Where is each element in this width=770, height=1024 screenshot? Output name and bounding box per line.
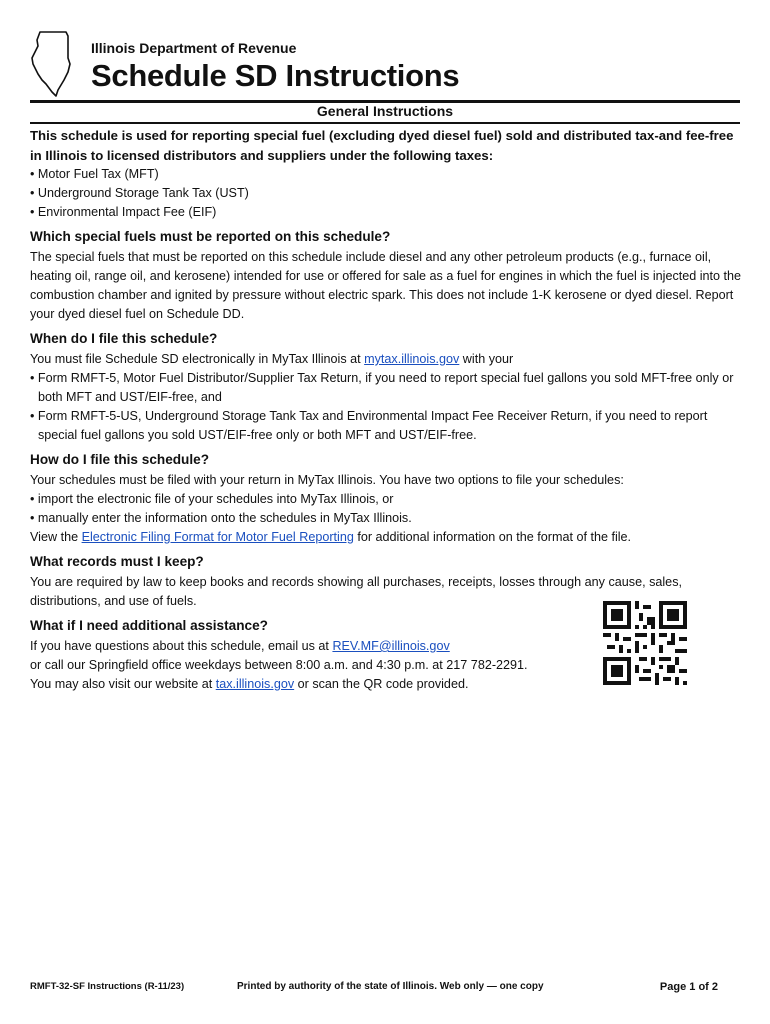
intro-text: This schedule is used for reporting special fuel (excluding dyed diesel fuel) sold and distributed tax-and fee-free in Illinois to licensed distributors and suppliers under the following taxes: (30, 128, 734, 163)
how-file-lead: Your schedules must be filed with your return in MyTax Illinois. You have two options to file your schedules: (30, 473, 624, 487)
how-file-heading: How do I file this schedule? (30, 452, 210, 467)
how-file-view (30, 528, 742, 547)
list-item: • manually enter the information onto the schedules in MyTax Illinois. (30, 511, 412, 525)
when-file-heading: When do I file this schedule? (30, 331, 218, 346)
assistance-text: You may also visit our website at (30, 677, 216, 691)
list-item: • Environmental Impact Fee (EIF) (30, 205, 217, 219)
assistance-line-2: or call our Springfield office weekdays between 8:00 a.m. and 4:30 p.m. at 217 782-2291. (30, 658, 528, 672)
filing-format-link[interactable]: Electronic Filing Format for Motor Fuel Reporting (81, 530, 354, 544)
page-number: Page 1 of 2 (659, 981, 718, 993)
list-item: • Underground Storage Tank Tax (UST) (30, 186, 249, 200)
email-link[interactable]: REV.MF@illinois.gov (332, 639, 450, 653)
list-item: • Form RMFT-5, Motor Fuel Distributor/Supplier Tax Return, if you need to report special fuel gallons you sold MFT-free only or both MFT and UST/EIF-free, and (30, 371, 734, 404)
when-file-lead-text: You must file Schedule SD electronically in MyTax Illinois at (30, 352, 365, 366)
view-text-tail: for additional information on the format of the file. (353, 530, 632, 544)
when-file-lead (30, 350, 742, 369)
section-rule (30, 122, 740, 124)
assistance-text-tail: or scan the QR code provided. (294, 677, 469, 691)
page-title: Schedule SD Instructions (91, 58, 460, 93)
illinois-outline-icon (28, 30, 76, 98)
department-name: Illinois Department of Revenue (91, 40, 297, 56)
list-item: • import the electronic file of your schedules into MyTax Illinois, or (30, 492, 394, 506)
records-heading: What records must I keep? (30, 554, 204, 569)
view-text: View the (30, 530, 82, 544)
assistance-heading: What if I need additional assistance? (30, 618, 268, 633)
form-id: RMFT-32-SF Instructions (R-11/23) (30, 981, 185, 992)
which-fuels-heading: Which special fuels must be reported on this schedule? (30, 229, 391, 244)
qr-code-icon[interactable] (603, 601, 687, 685)
records-body: You are required by law to keep books and records showing all purchases, receipts, losses through any cause, sales, distributions, and use of fuels. (30, 575, 682, 608)
mytax-link[interactable]: mytax.illinois.gov (364, 352, 460, 366)
list-item: • Form RMFT-5-US, Underground Storage Tank Tax and Environmental Impact Fee Receiver Return, if you need to report special fuel gallons you sold UST/EIF-free only or both MFT and UST/EIF-free. (30, 409, 708, 442)
assistance-text: If you have questions about this schedule, email us at (30, 639, 333, 653)
which-fuels-body: The special fuels that must be reported on this schedule include diesel and any other petroleum products (e.g., furnace oil, heating oil, range oil, and kerosene) intended for use or offered for sale as a fuel for engines in which the fuel is injected into the combustion chamber and ignited by pressure without electric spark. This does not include 1-K kerosene or dyed diesel. Report your dyed diesel fuel on Schedule DD. (30, 250, 742, 321)
section-label: General Instructions (316, 103, 454, 119)
print-authority: Printed by authority of the state of Illinois. Web only — one copy (237, 981, 544, 992)
website-link[interactable]: tax.illinois.gov (215, 677, 295, 691)
when-file-lead-tail: with your (459, 352, 514, 366)
list-item: • Motor Fuel Tax (MFT) (30, 167, 159, 181)
